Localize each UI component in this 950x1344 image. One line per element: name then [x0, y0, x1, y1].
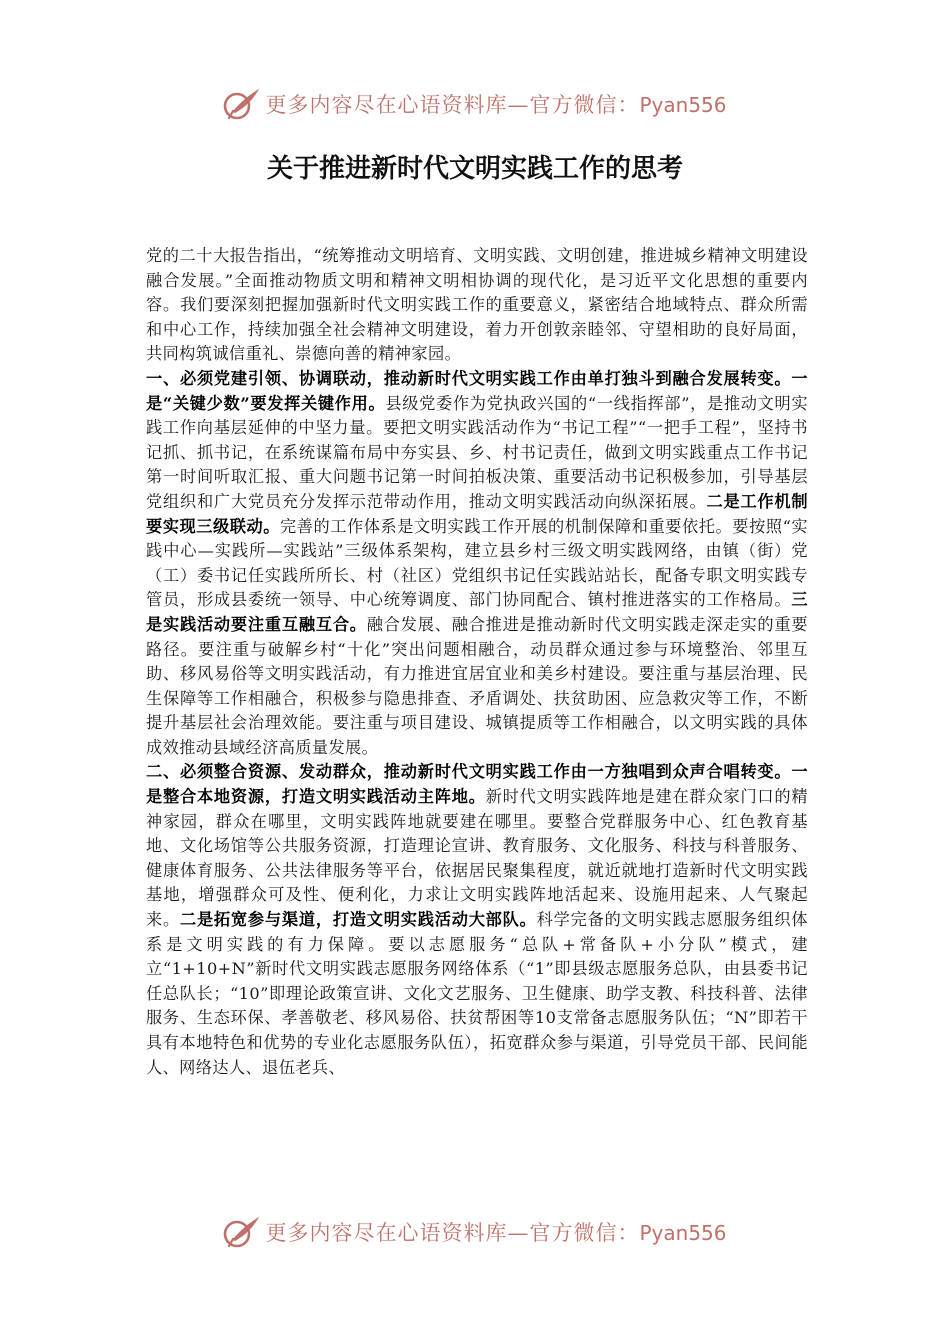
header-banner [0, 84, 950, 124]
section-one-sub3: 三是实践活动要注重互融互合。 [146, 590, 808, 634]
section-one-heading: 一、必须党建引领、协调联动，推动新时代文明实践工作由单打独斗到融合发展转变。 [146, 368, 792, 388]
section-one-body3: 融合发展、融合推进是推动新时代文明实践走深走实的重要路径。要注重与破解乡村“十化”突出问题相融合，动员群众通过参与环境整治、邻里互助、移风易俗等文明实践活动，有力推进宜居宜业和美乡村建设。要注重与基层治理、民生保障等工作相融合，积极参与隐患排查、矛盾调处、扶贫助困、应急救灾等工作，不断提升基层社会治理效能。要注重与项目建设、城镇提质等工作相融合，以文明实践的具体成效推动县域经济高质量发展。 [146, 614, 808, 757]
section-two-sub1: 一是整合本地资源，打造文明实践活动主阵地。 [146, 762, 808, 807]
intro-paragraph: 党的二十大报告指出，“统筹推动文明培育、文明实践、文明创建，推进城乡精神文明建设融合发展。”全面推动物质文明和精神文明相协调的现代化，是习近平文化思想的重要内容。我们要深刻把握加强新时代文明实践工作的重要意义，紧密结合地域特点、群众所需和中心工作，持续加强全社会精神文明建设，着力开创敦亲睦邻、守望相助的良好局面，共同构筑诚信重礼、崇德向善的精神家园。 [146, 246, 808, 364]
header-banner-text: 更多内容尽在心语资料库—官方微信：Pyan556 [265, 93, 727, 117]
section-two-sub2: 二是拓宽参与渠道，打造文明实践活动大部队。 [179, 910, 537, 930]
section-one-sub1: 一是“关键少数”要发挥关键作用。 [146, 368, 808, 413]
quill-logo-icon [223, 86, 263, 122]
quill-logo-icon [223, 1214, 263, 1250]
footer-banner [0, 1212, 950, 1252]
section-one-body1: 县级党委作为党执政兴国的“一线指挥部”，是推动文明实践工作向基层延伸的中坚力量。要把文明实践活动作为“书记工程”“一把手工程”，坚持书记抓、抓书记，在系统谋篇布局中夯实县、乡、村书记责任，做到文明实践重点工作书记第一时间听取汇报、重大问题书记第一时间拍板决策、重要活动书记积极参加，引导基层党组织和广大党员充分发挥示范带动作用，推动文明实践活动向纵深拓展。 [146, 393, 809, 511]
section-two-body1: 新时代文明实践阵地是建在群众家门口的精神家园，群众在哪里，文明实践阵地就要建在哪里。要整合党群服务中心、红色教育基地、文化场馆等公共服务资源，打造理论宣讲、教育服务、文化服务、科技与科普服务、健康体育服务、公共法律服务等平台，依据居民聚集程度，就近就地打造新时代文明实践基地，增强群众可及性、便利化，力求让文明实践阵地活起来、设施用起来、人气聚起来。 [146, 787, 808, 930]
section-one-paragraph [146, 367, 808, 761]
footer-banner-text: 更多内容尽在心语资料库—官方微信：Pyan556 [265, 1221, 727, 1245]
header-wechat-id: Pyan556 [639, 93, 727, 117]
section-two-body2: 科学完备的文明实践志愿服务组织体系是文明实践的有力保障。要以志愿服务“总队+常备队+小分队”模式，建立“1+10+N”新时代文明实践志愿服务网络体系（“1”即县级志愿服务总队，由县委书记任总队长；“10”即理论政策宣讲、文化文艺服务、卫生健康、助学支教、科技科普、法律服务、生态环保、孝善敬老、移风易俗、扶贫帮困等10支常备志愿服务队伍；“N”即若干具有本地特色和优势的专业化志愿服务队伍），拓宽群众参与渠道，引导党员干部、民间能人、网络达人、退伍老兵、 [146, 910, 808, 1077]
section-one-body2: 完善的工作体系是文明实践工作开展的机制保障和重要依托。要按照“实践中心—实践所—实践站”三级体系架构，建立县乡村三级文明实践网络，由镇（街）党（工）委书记任实践所所长、村（社区）党组织书记任实践站站长，配备专职文明实践专管员，形成县委统一领导、中心统筹调度、部门协同配合、镇村推进落实的工作格局。 [146, 516, 808, 610]
section-two-heading: 二、必须整合资源、发动群众，推动新时代文明实践工作由一方独唱到众声合唱转变。 [146, 762, 792, 782]
document-body [146, 244, 808, 1080]
footer-wechat-id: Pyan556 [639, 1221, 727, 1245]
section-one-sub2: 二是工作机制要实现三级联动。 [146, 491, 808, 536]
document-title: 关于推进新时代文明实践工作的思考 [266, 154, 683, 184]
section-two-paragraph [146, 760, 808, 1080]
